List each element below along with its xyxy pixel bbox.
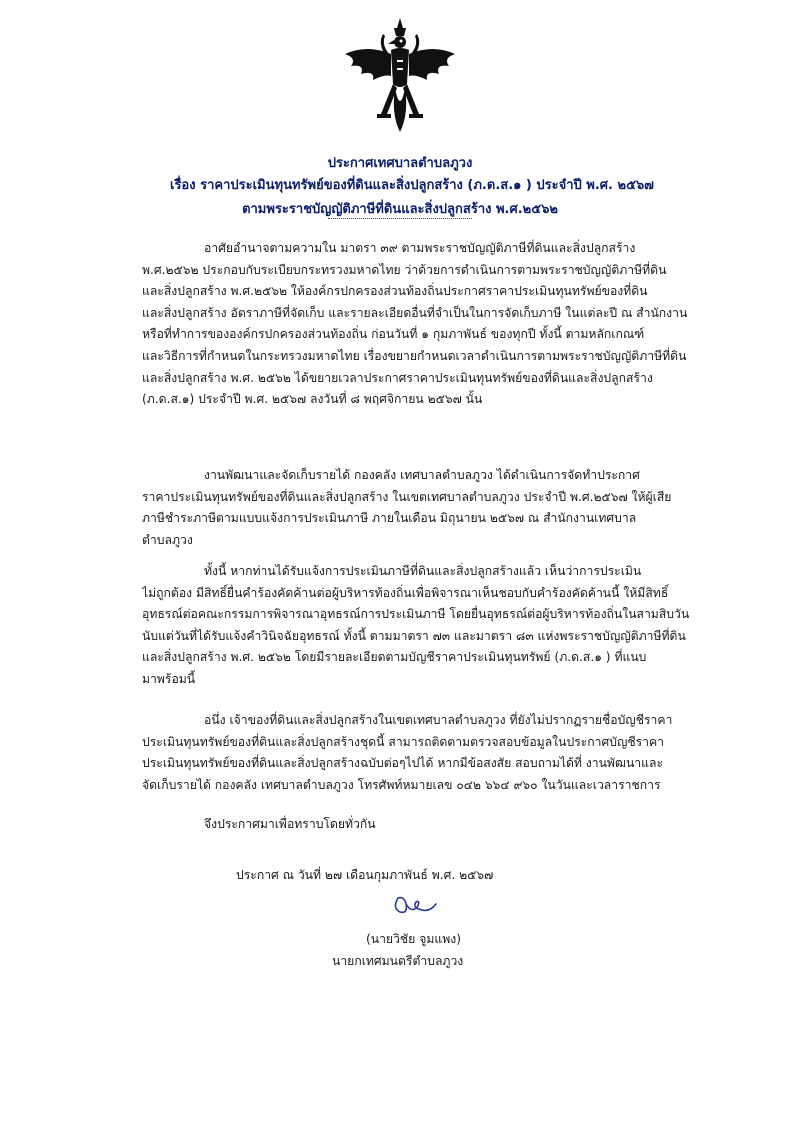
paragraph-line: อุทธรณ์ต่อคณะกรรมการพิจารณาอุทธรณ์การประเมินภาษี โดยยื่นอุทธรณ์ต่อผู้บริหารท้องถิ่นในสามสิบวัน [142,607,690,622]
paragraph-line: อนึ่ง เจ้าของที่ดินและสิ่งปลูกสร้างในเขตเทศบาลตำบลภูวง ที่ยังไม่ปรากฏรายชื่อบัญชีราคา [204,713,673,727]
paragraph-line: และสิ่งปลูกสร้าง อัตราภาษีที่จัดเก็บ และรายละเอียดอื่นที่จำเป็นในการจัดเก็บภาษี ในแต่ละปี ณ สำนักงาน [142,305,688,320]
paragraph-objection [142,561,700,691]
paragraph-line: นับแต่วันที่ได้รับแจ้งคำวินิจฉัยอุทธรณ์ ทั้งนี้ ตามมาตรา ๗๓ และมาตรา ๘๓ แห่งพระราชบัญญัติภาษีที่ดิน [142,628,686,643]
announcement-legal-basis: ตามพระราชบัญญัติภาษีที่ดินและสิ่งปลูกสร้าง พ.ศ.๒๕๖๒ [242,202,558,217]
signatory-name: (นายวิชัย จูมแพง) [366,932,461,946]
signatory-position: นายกเทศมนตรีตำบลภูวง [332,954,464,968]
paragraph-line: พ.ศ.๒๕๖๒ ประกอบกับระเบียบกระทรวงมหาดไทย ว่าด้วยการดำเนินการตามพระราชบัญญัติภาษีที่ดิน [142,262,667,277]
paragraph-line: ราคาประเมินทุนทรัพย์ของที่ดินและสิ่งปลูกสร้าง ในเขตเทศบาลตำบลภูวง ประจำปี พ.ศ.๒๕๖๗ ให้ผู้เสีย [142,489,672,504]
closing-statement: จึงประกาศมาเพื่อทราบโดยทั่วกัน [204,817,376,831]
paragraph-line: ประเมินทุนทรัพย์ของที่ดินและสิ่งปลูกสร้างชุดนี้ สามารถติดตามตรวจสอบข้อมูลในประกาศบัญชีราคา [142,734,665,749]
paragraph-line: ประเมินทุนทรัพย์ของที่ดินและสิ่งปลูกสร้างฉบับต่อๆไปได้ หากมีข้อสงสัย สอบถามได้ที่ งานพัฒนาและ [142,756,664,771]
paragraph-line: และสิ่งปลูกสร้าง พ.ศ. ๒๕๖๒ ได้ขยายเวลาประกาศราคาประเมินทุนทรัพย์ของที่ดินและสิ่งปลูกสร้าง [142,370,653,385]
paragraph-line: ภาษีชำระภาษีตามแบบแจ้งการประเมินภาษี ภายในเดือน มิถุนายน ๒๕๖๗ ณ สำนักงานเทศบาล [142,511,637,526]
announcement-date: ประกาศ ณ วันที่ ๒๗ เดือนกุมภาพันธ์ พ.ศ. ๒๕๖๗ [236,868,494,882]
paragraph-line: ทั้งนี้ หากท่านได้รับแจ้งการประเมินภาษีที่ดินและสิ่งปลูกสร้างแล้ว เห็นว่าการประเมิน [204,564,642,578]
paragraph-line: ตำบลภูวง [142,532,193,547]
paragraph-line: จัดเก็บรายได้ กองคลัง เทศบาลตำบลภูวง โทรศัพท์หมายเลข ๐๔๒ ๖๖๔ ๙๖๐ ในวันและเวลาราชการ [142,777,661,792]
paragraph-line: ไม่ถูกต้อง มีสิทธิ์ยื่นคำร้องคัดค้านต่อผู้บริหารท้องถิ่นเพื่อพิจารณาเห็นชอบกับคำร้องคัดค้านนี้ ให้มีสิทธิ์ [142,585,669,600]
paragraph-line: งานพัฒนาและจัดเก็บรายได้ กองคลัง เทศบาลตำบลภูวง ได้ดำเนินการจัดทำประกาศ [204,468,640,482]
paragraph-line: และสิ่งปลูกสร้าง พ.ศ.๒๕๖๒ ให้องค์กรปกครองส่วนท้องถิ่นประกาศราคาประเมินทุนทรัพย์ของที่ดิน [142,284,648,299]
announcement-heading: ประกาศเทศบาลตำบลภูวง [327,156,473,171]
announcement-subject: เรื่อง ราคาประเมินทุนทรัพย์ของที่ดินและสิ่งปลูกสร้าง (ภ.ด.ส.๑ ) ประจำปี พ.ศ. ๒๕๖๗ [170,178,654,193]
garuda-emblem-icon [337,14,463,140]
paragraph-line: อาศัยอำนาจตามความใน มาตรา ๓๙ ตามพระราชบัญญัติภาษีที่ดินและสิ่งปลูกสร้าง [204,241,636,255]
paragraph-line: หรือที่ทำการขององค์กรปกครองส่วนท้องถิ่น ก่อนวันที่ ๑ กุมภาพันธ์ ของทุกปี ทั้งนี้ ตามหลักเกณฑ์ [142,327,645,342]
dotted-divider [328,218,472,219]
paragraph-line: และวิธีการที่กำหนดในกระทรวงมหาดไทย เรื่องขยายกำหนดเวลาดำเนินการตามพระราชบัญญัติภาษีที่ดิน [142,348,687,363]
paragraph-payment [142,465,700,551]
paragraph-authority [142,238,700,411]
signature-mark [390,890,440,918]
paragraph-line: และสิ่งปลูกสร้าง พ.ศ. ๒๕๖๒ โดยมีรายละเอียดตามบัญชีราคาประเมินทุนทรัพย์ (ภ.ด.ส.๑ ) ที่แนบ [142,650,647,665]
paragraph-contact [142,710,700,796]
paragraph-line: มาพร้อมนี้ [142,671,196,686]
paragraph-line: (ภ.ด.ส.๑) ประจำปี พ.ศ. ๒๕๖๗ ลงวันที่ ๘ พฤศจิกายน ๒๕๖๗ นั้น [142,392,483,407]
